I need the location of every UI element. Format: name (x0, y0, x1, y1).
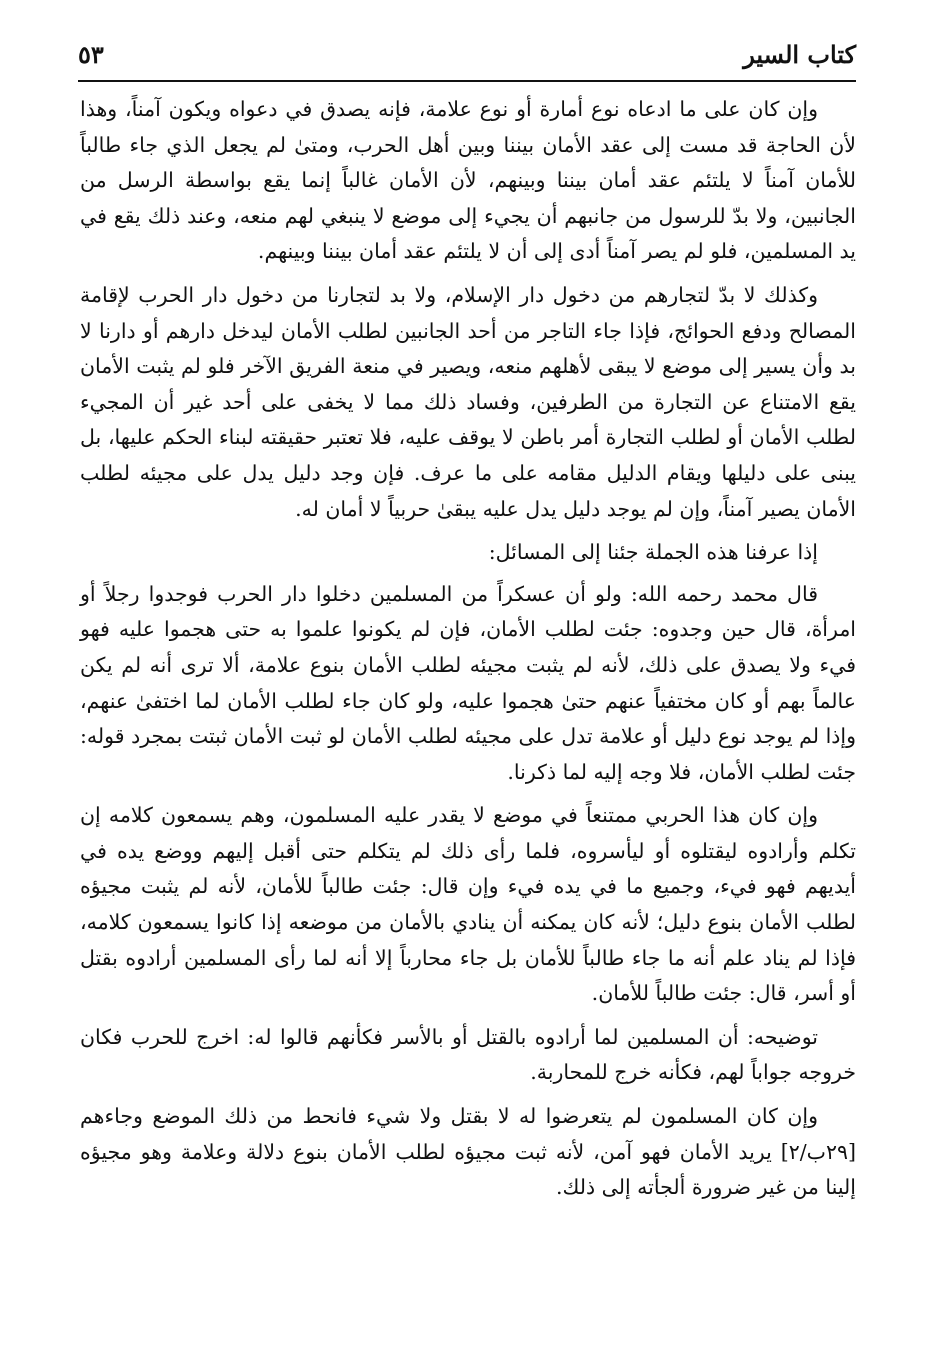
running-title: كتاب السير (743, 40, 856, 69)
paragraph-4: قال محمد رحمه الله: ولو أن عسكراً من المسلمين دخلوا دار الحرب فوجدوا رجلاً أو امرأة، قال حين وجدوه: جئت لطلب الأمان، فإن لم يكونوا علموا به حتى هجموا عليه فهو فيء ولا يصدق على ذلك، لأنه لم يثبت مجيئه لطلب الأمان بنوع علامة، ألا ترى أنه لم يكن عالماً بهم أو كان مختفياً عنهم حتىٰ هجموا عليه، ولو كان جاء لطلب الأمان لما اختفىٰ عنهم، وإذا لم يوجد نوع دليل أو علامة تدل على مجيئه لطلب الأمان لو ثبت الأمان ثبتت بمجرد قوله: جئت لطلب الأمان، فلا وجه إليه لما ذكرنا. (80, 581, 856, 784)
header-rule (78, 80, 856, 82)
paragraph-6: توضيحه: أن المسلمين لما أرادوه بالقتل أو بالأسر فكأنهم قالوا له: اخرج للحرب فكان خروجه جواباً لهم، فكأنه خرج للمحاربة. (80, 1024, 856, 1085)
paragraph-5: وإن كان هذا الحربي ممتنعاً في موضع لا يقدر عليه المسلمون، وهم يسمعون كلامه إن تكلم وأرادوه ليقتلوه أو ليأسروه، فلما رأى ذلك لم يتكلم حتى أقبل إليهم ووضع يده في أيديهم فهو فيء، وجميع ما في يده فيء وإن قال: جئت طالباً للأمان، لأنه لم يثبت مجيؤه لطلب الأمان بنوع دليل؛ لأنه كان يمكنه أن ينادي بالأمان من موضعه إذا كانوا يسمعون كلامه، فإذا لم يناد علم أنه ما جاء طالباً للأمان بل جاء محارباً إلا أنه لما رأى المسلمين أرادوه بقتل أو أسر، قال: جئت طالباً للأمان. (80, 803, 856, 1006)
page-number: ٥٣ (78, 40, 104, 69)
paragraph-7: وإن كان المسلمون لم يتعرضوا له لا بقتل ولا شيء فانحط من ذلك الموضع وجاءهم [٢٩ب/٢] يريد الأمان فهو آمن، لأنه ثبت مجيؤه لطلب الأمان بنوع دلالة وعلامة وهو مجيؤه إلينا من غير ضرورة ألجأته إلى ذلك. (80, 1104, 856, 1200)
body-text (80, 92, 856, 1214)
paragraph-1: وإن كان على ما ادعاه نوع أمارة أو نوع علامة، فإنه يصدق في دعواه ويكون آمناً، وهذا لأن الحاجة قد مست إلى عقد الأمان بيننا وبين أهل الحرب، ومتىٰ لم يجعل الذي جاء طالباً للأمان آمناً لا يلتئم عقد أمان بيننا وبينهم، لأن الأمان غالباً إنما يقع بواسطة الرسل من الجانبين، ولا بدّ للرسول من جانبهم أن يجيء إلى موضع لا ينبغي لهم منعه، وعند ذلك يقع في يد المسلمين، فلو لم يصر آمناً أدى إلى أن لا يلتئم عقد أمان بيننا وبينهم. (80, 97, 856, 264)
page-header (78, 40, 856, 78)
paragraph-2: وكذلك لا بدّ لتجارهم من دخول دار الإسلام، ولا بد لتجارنا من دخول دار الحرب لإقامة المصالح ودفع الحوائج، فإذا جاء التاجر من أحد الجانبين لطلب الأمان ليدخل دارهم أو دارنا لا بد وأن يسير إلى موضع لا يبقى لأهلهم منعه، ويصير في منعة الفريق الآخر فلو لم يثبت الأمان يقع الامتناع عن التجارة من الطرفين، وفساد ذلك مما لا يخفى على أحد غير أن المجيء لطلب الأمان أو لطلب التجارة أمر باطن لا يوقف عليه، فلا تعتبر حقيقته لبناء الحكم عليها، بل يبنى على دليلها ويقام الدليل مقامه على ما عرف. فإن وجد دليل يدل على مجيئه لطلب الأمان يصير آمناً، وإن لم يوجد دليل يدل عليه يبقىٰ حربياً لا أمان له. (80, 282, 856, 521)
paragraph-3: إذا عرفنا هذه الجملة جئنا إلى المسائل: (488, 540, 818, 565)
